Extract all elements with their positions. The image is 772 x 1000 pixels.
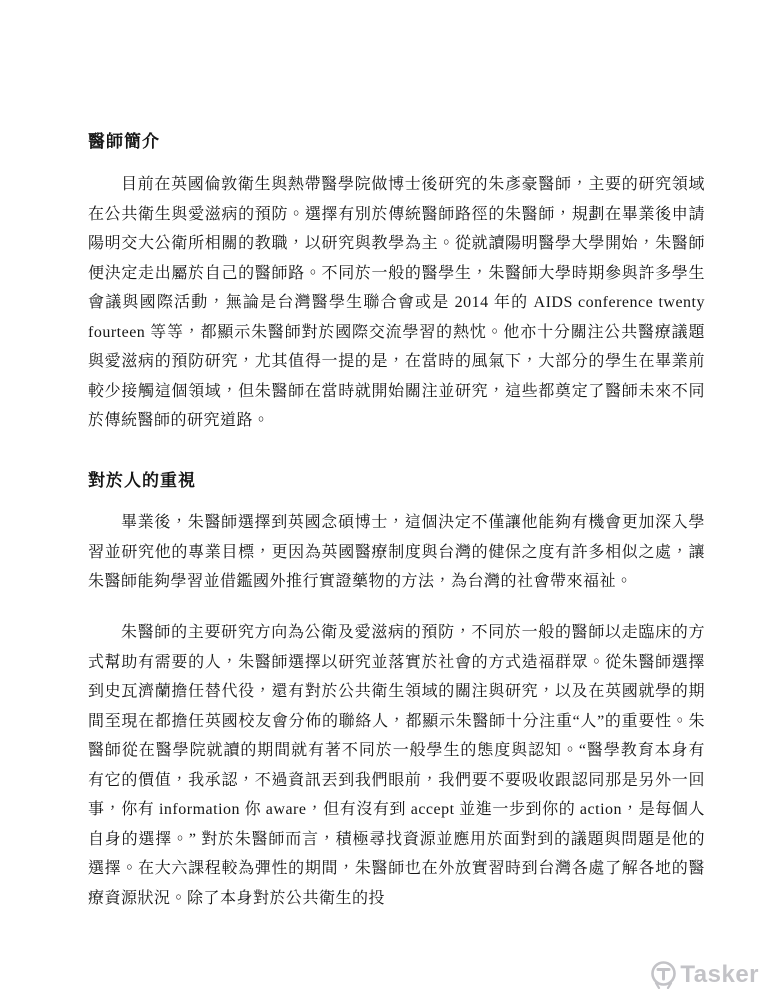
section-heading-valuing-people: 對於人的重視 <box>88 471 196 490</box>
paragraph-doctor-intro: 目前在英國倫敦衛生與熱帶醫學院做博士後研究的朱彥豪醫師，主要的研究領域在公共衛生與愛滋病的預防。選擇有別於傳統醫師路徑的朱醫師，規劃在畢業後申請陽明交大公衛所相關的教職，以研究與教學為主。從就讀陽明醫學大學開始，朱醫師便決定走出屬於自己的醫師路。不同於一般的醫學生，朱醫師大學時期參與許多學生會議與國際活動，無論是台灣醫學生聯合會或是 2014 年的 AIDS conference twenty fourteen 等等，都顯示朱醫師對於國際交流學習的熱忱。他亦十分關注公共醫療議題與愛滋病的預防研究，尤其值得一提的是，在當時的風氣下，大部分的學生在畢業前較少接觸這個領域，但朱醫師在當時就開始關注並研究，這些都奠定了醫師未來不同於傳統醫師的研究道路。 <box>88 176 705 429</box>
section-heading-doctor-intro: 醫師簡介 <box>88 132 160 151</box>
paragraph-research-direction: 朱醫師的主要研究方向為公衛及愛滋病的預防，不同於一般的醫師以走臨床的方式幫助有需要的人，朱醫師選擇以研究並落實於社會的方式造福群眾。從朱醫師選擇到史瓦濟蘭擔任替代役，還有對於公共衛生領域的關注與研究，以及在英國就學的期間至現在都擔任英國校友會分佈的聯絡人，都顯示朱醫師十分注重“人”的重要性。朱醫師從在醫學院就讀的期間就有著不同於一般學生的態度與認知。“醫學教育本身有有它的價值，我承認，不過資訊丟到我們眼前，我們要不要吸收跟認同那是另外一回事，你有 information 你 aware，但有沒有到 accept 並進一步到你的 action，是每個人自身的選擇。” 對於朱醫師而言，積極尋找資源並應用於面對到的議題與問題是他的選擇。在大六課程較為彈性的期間，朱醫師也在外放實習時到台灣各處了解各地的醫療資源狀況。除了本身對於公共衛生的投 <box>88 624 705 907</box>
paragraph-after-graduation: 畢業後，朱醫師選擇到英國念碩博士，這個決定不僅讓他能夠有機會更加深入學習並研究他的專業目標，更因為英國醫療制度與台灣的健保之度有許多相似之處，讓朱醫師能夠學習並借鑑國外推行實證藥物的方法，為台灣的社會帶來福祉。 <box>88 514 705 590</box>
tasker-logo-icon <box>650 960 677 989</box>
watermark <box>650 960 759 989</box>
watermark-brand-text: Tasker <box>680 960 759 988</box>
